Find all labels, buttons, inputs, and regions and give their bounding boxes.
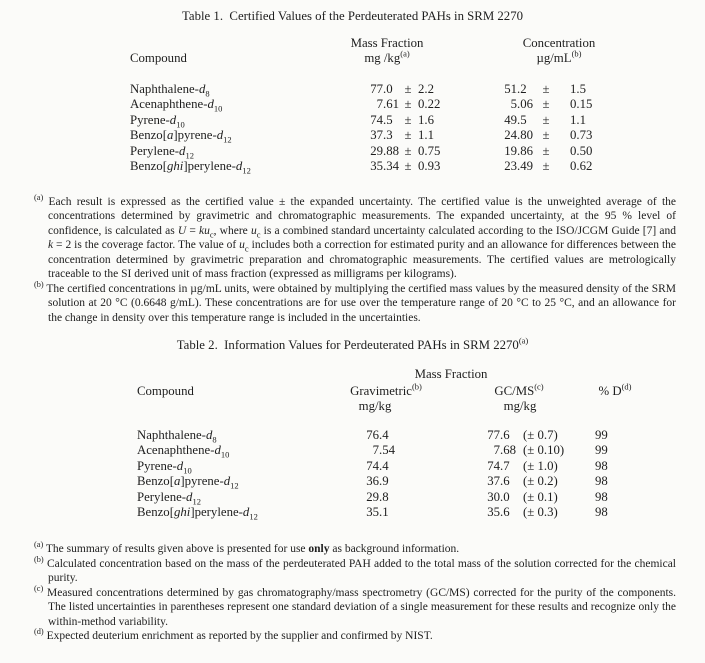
percent-d-value: 98	[595, 474, 608, 488]
gcms-value-int: 35	[487, 505, 500, 519]
table2-row	[0, 490, 705, 506]
mass-fraction-uncertainty: 0.93	[418, 159, 441, 173]
mass-fraction-value-frac: .0	[383, 81, 393, 96]
table1-footnote-b: $^{(b)}$ The certified concentrations in µg/mL units, were obtained by multiplying the certified mass values by the measured density of the SRM solution at 20 °C (0.6648 g/mL). These concentrations are for use over the temperature range of 20 °C to 25 °C, and an allowance for the change in density over this temperature range is included in the uncertainties.	[34, 279, 676, 324]
compound-name: $Benzo[a]pyrene-d_{12}$	[137, 474, 239, 491]
mass-fraction-value-int: 74	[370, 112, 383, 127]
table1-row	[0, 97, 705, 113]
table1-row	[0, 113, 705, 129]
mass-fraction-uncertainty: 1.6	[418, 112, 434, 127]
footnote-marker-b2-ref: (b)	[411, 381, 422, 392]
table2-header-gcms: GC/MS$^{(c)}$	[494, 381, 544, 398]
plus-minus-symbol: ±	[542, 143, 550, 158]
gcms-value-int: 37	[487, 474, 500, 488]
footnote-marker-c-ref: (c)	[534, 381, 544, 392]
plus-minus-symbol: ±	[542, 128, 550, 142]
footnote-marker: (b)	[34, 554, 44, 564]
mass-fraction-value-int: 7	[376, 97, 383, 111]
table1-footnote-a: $^{(a)}$ Each result is expressed as the certified value ± the expanded uncertainty. The certified value is the unweighted average of the concentrations determined by gravimetric and chromatographic measurements. The expanded uncertainty, at the 95 % level of confidence, is calculated as $U = ku_c$, where $u_c$ is a combined standard uncertainty calculated according to the ISO/JCGM Guide [7] and k = 2 is the coverage factor. The value of $u_c$ includes both a correction for estimated purity and an allowance for differences between the concentration determined by gravimetric preparation and chromatographic measurements. The certified values are metrologically traceable to the SI derived unit of mass fraction (expressed as milligrams per kilograms).	[34, 192, 677, 280]
table2-row	[0, 505, 705, 521]
concentration-uncertainty: 1.1	[570, 112, 586, 127]
gcms-value-frac: .0	[500, 489, 510, 504]
table2-footnote-b: $^{(b)}$ Calculated concentration based on the mass of the perdeuterated PAH added to the total mass of the solution corrected for the chemical purity.	[34, 554, 677, 584]
table1-header-concentration-unit: $\mu g/mL^{(b)}$	[536, 48, 582, 65]
gravimetric-value-frac: .4	[379, 458, 389, 473]
plus-minus-symbol: ±	[404, 97, 412, 111]
mass-fraction-value-int: 37	[370, 128, 383, 142]
concentration-value-int: 5	[510, 97, 517, 111]
concentration-uncertainty: 0.62	[570, 159, 593, 173]
table2-row	[0, 474, 705, 490]
table1-title	[0, 9, 705, 24]
gcms-value-int: 7	[493, 443, 500, 457]
plus-minus-symbol: ±	[542, 159, 550, 173]
mass-fraction-value-int: 29	[370, 143, 383, 158]
compound-name: Naphthalene-$d_8$	[130, 81, 210, 99]
plus-minus-symbol: ±	[404, 81, 412, 96]
table2-header-gcms-unit: mg/kg	[503, 399, 537, 413]
plus-minus-symbol: ±	[404, 128, 412, 142]
gcms-uncertainty: (± 0.3)	[523, 505, 558, 519]
gcms-value-int: 74	[487, 458, 500, 473]
gravimetric-value-frac: .8	[379, 489, 389, 504]
gcms-uncertainty: (± 0.7)	[523, 427, 558, 442]
mass-fraction-uncertainty: 0.75	[418, 143, 441, 158]
gcms-value-frac: .68	[500, 443, 516, 457]
compound-name: $Benzo[a]pyrene-d_{12}$	[130, 128, 232, 145]
concentration-value-int: 23	[504, 159, 517, 173]
footnote-marker-d-ref: (d)	[621, 381, 632, 392]
table2-title	[0, 335, 705, 353]
compound-name: Pyrene-$d_{10}$	[130, 112, 185, 130]
plus-minus-symbol: ±	[542, 97, 550, 111]
gcms-value-frac: .6	[500, 474, 510, 488]
gravimetric-value-int: 7	[372, 443, 379, 457]
table2-row	[0, 459, 705, 475]
mass-fraction-value-frac: .88	[383, 143, 399, 158]
table1-header-mass-fraction: Mass Fraction	[350, 36, 424, 50]
compound-name: Perylene-$d_{12}$	[130, 143, 194, 161]
percent-d-value: 99	[595, 443, 608, 457]
footnote-marker-b-ref: (b)	[571, 48, 582, 59]
gcms-value-int: 30	[487, 489, 500, 504]
footnote-marker: (d)	[34, 627, 44, 637]
gravimetric-value-frac: .4	[379, 427, 389, 442]
mass-fraction-uncertainty: 1.1	[418, 128, 434, 142]
table1-header-compound: Compound	[130, 51, 187, 65]
compound-name: Acenaphthene-$d_{10}$	[137, 443, 230, 460]
gravimetric-value-frac: .54	[379, 443, 395, 457]
mass-fraction-value-frac: .5	[383, 112, 393, 127]
concentration-value-frac: .86	[517, 143, 533, 158]
mass-fraction-value-int: 77	[370, 81, 383, 96]
compound-name: $Benzo[ghi]perylene-d_{12}$	[130, 159, 251, 176]
footnote-marker: (a)	[34, 192, 44, 202]
gravimetric-value-frac: .1	[379, 505, 389, 519]
concentration-value-frac: .5	[517, 112, 527, 127]
concentration-uncertainty: 0.15	[570, 97, 593, 111]
concentration-value-frac: .06	[517, 97, 533, 111]
gcms-value-frac: .6	[500, 427, 510, 442]
percent-d-value: 99	[595, 427, 608, 442]
gcms-uncertainty: (± 0.10)	[523, 443, 565, 457]
plus-minus-symbol: ±	[404, 112, 412, 127]
concentration-value-frac: .80	[517, 128, 533, 142]
footnote-marker: (a)	[34, 540, 44, 550]
compound-name: Acenaphthene-$d_{10}$	[130, 97, 223, 114]
table2-header-mass-fraction-group: Mass Fraction	[414, 367, 488, 381]
table1-body	[0, 82, 705, 175]
table2-title-text: Table 2. Information Values for Perdeuterated PAHs in SRM 2270	[176, 338, 519, 352]
table2-body	[0, 428, 705, 521]
table2-footnote-a: $^{(a)}$ The summary of results given above is presented for use only as background information.	[34, 540, 460, 555]
compound-name: Perylene-$d_{12}$	[137, 489, 201, 507]
table2-header-gravimetric-unit: mg/kg	[358, 399, 392, 413]
gcms-uncertainty: (± 0.2)	[523, 474, 558, 488]
footnote-marker-a2-ref: (a)	[518, 335, 529, 346]
concentration-value-frac: .2	[517, 81, 527, 96]
table1-row	[0, 82, 705, 98]
compound-name: $Benzo[ghi]perylene-d_{12}$	[137, 505, 258, 522]
table2-header-compound: Compound	[137, 384, 194, 398]
footnote-marker: (b)	[34, 279, 44, 289]
percent-d-value: 98	[595, 505, 608, 519]
gravimetric-value-int: 36	[366, 474, 379, 488]
concentration-uncertainty: 0.73	[570, 128, 593, 142]
table1-title-text: Table 1. Certified Values of the Perdeuterated PAHs in SRM 2270	[181, 9, 524, 23]
table2-row	[0, 443, 705, 459]
mass-fraction-value-frac: .61	[383, 97, 399, 111]
mass-fraction-value-frac: .34	[383, 159, 399, 173]
gravimetric-value-int: 29	[366, 489, 379, 504]
gravimetric-value-int: 35	[366, 505, 379, 519]
percent-d-value: 98	[595, 489, 608, 504]
table2-footnote-c: $^{(c)}$ Measured concentrations determined by gas chromatography/mass spectrometry (GC/MS) corrected for the purity of the components. The listed uncertainties in parentheses represent one standard deviation of a single measurement for these results and recognize only the within-method variability.	[34, 583, 677, 628]
gcms-uncertainty: (± 0.1)	[523, 489, 558, 504]
gcms-value-frac: .7	[500, 458, 510, 473]
gcms-value-frac: .6	[500, 505, 510, 519]
table1-row	[0, 159, 705, 175]
table1-footnotes	[34, 192, 677, 326]
concentration-value-int: 49	[504, 112, 517, 127]
compound-name: Naphthalene-$d_8$	[137, 427, 217, 445]
gravimetric-value-int: 74	[366, 458, 379, 473]
plus-minus-symbol: ±	[404, 159, 412, 173]
table2-header-gravimetric: Gravimetric$^{(b)}$	[350, 381, 422, 398]
footnote-marker-a-ref: (a)	[400, 48, 410, 59]
concentration-value-int: 19	[504, 143, 517, 158]
mass-fraction-uncertainty: 0.22	[418, 97, 441, 111]
table2-footnotes	[34, 540, 677, 644]
concentration-value-frac: .49	[517, 159, 533, 173]
mass-fraction-value-int: 35	[370, 159, 383, 173]
compound-name: Pyrene-$d_{10}$	[137, 458, 192, 476]
plus-minus-symbol: ±	[542, 112, 550, 127]
plus-minus-symbol: ±	[542, 81, 550, 96]
table1-row	[0, 144, 705, 160]
mass-fraction-value-frac: .3	[383, 128, 393, 142]
table2-header-percent-d: % $D^{(d)}$	[598, 381, 632, 398]
concentration-value-int: 51	[504, 81, 517, 96]
gravimetric-value-int: 76	[366, 427, 379, 442]
concentration-uncertainty: 1.5	[570, 81, 586, 96]
table2-footnote-d: $^{(d)}$ Expected deuterium enrichment as reported by the supplier and confirmed by NIST.	[34, 627, 433, 642]
gcms-value-int: 77	[487, 427, 500, 442]
table2-row	[0, 428, 705, 444]
concentration-uncertainty: 0.50	[570, 143, 593, 158]
mass-fraction-uncertainty: 2.2	[418, 81, 434, 96]
table1-header-mass-fraction-unit: mg $/kg^{(a)}$	[364, 48, 410, 65]
percent-d-value: 98	[595, 458, 608, 473]
gcms-uncertainty: (± 1.0)	[523, 458, 558, 473]
table1-header-concentration: Concentration	[522, 36, 596, 50]
concentration-value-int: 24	[504, 128, 517, 142]
plus-minus-symbol: ±	[404, 143, 412, 158]
footnote-marker: (c)	[34, 583, 44, 593]
table1-row	[0, 128, 705, 144]
gravimetric-value-frac: .9	[379, 474, 389, 488]
